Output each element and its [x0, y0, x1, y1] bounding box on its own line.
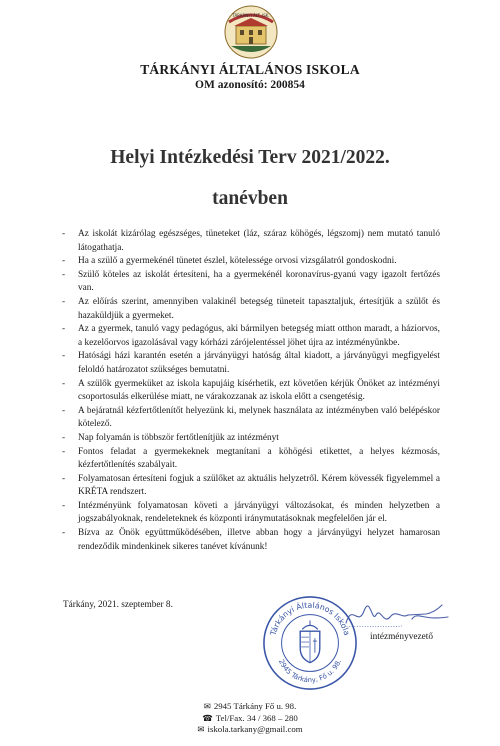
footer-email-row [0, 724, 500, 736]
list-item: - A bejáratnál kézfertőtlenítőt helyezünk ki, melynek használata az intézményben való belépéskor kötelező. [62, 405, 440, 430]
phone-icon: ☎ [202, 712, 213, 723]
footer-address: 2945 Tárkány Fő u. 98. [213, 701, 297, 711]
list-item: - Az iskolát kizárólag egészséges, tüneteket (láz, száraz köhögés, légszomj) nem mutató tanuló látogathatja. [62, 229, 440, 253]
footer-phone: Tel/Fax. 34 / 368 – 280 [215, 712, 298, 723]
bullet-dash: - [62, 405, 66, 416]
footer [0, 701, 500, 736]
bullet-dash: - [62, 528, 66, 539]
bullet-dash: - [62, 473, 66, 484]
list-item: - Az a gyermek, tanuló vagy pedagógus, aki bármilyen betegség miatt otthon maradt, a háziorvos, a kezelőorvos igazolásával vagy kórházi zárójelentéssel jöhet újra az intézményünkbe. [62, 324, 440, 348]
bullet-dash: - [62, 324, 66, 335]
school-name: TÁRKÁNYI ÁLTALÁNOS ISKOLA [140, 62, 360, 77]
document-title: Helyi Intézkedési Terv 2021/2022. [110, 147, 390, 168]
email-icon: ✉ [197, 724, 205, 734]
list-item: - Intézményünk folyamatosan követi a járványügyi változásokat, és minden helyzetben a jogszabályoknak, rendeleteknek és központi iránymutatásoknak megfelelően jár el. [62, 500, 440, 525]
logo-text: TÁRKÁNYI ÁLT. ISK. [232, 13, 270, 18]
footer-address-row [0, 701, 500, 713]
bullet-dash: - [62, 229, 66, 239]
coat-of-arms-icon [300, 620, 320, 662]
list-item: - Fontos feladat a gyermekeknek megtanítani a köhögési etikettet, a helyes kézmosás, kézfertőtlenítés szabályait. [62, 446, 440, 471]
bullet-dash: - [62, 378, 66, 389]
bullet-dash: - [62, 256, 66, 267]
measures-list [62, 228, 440, 554]
bullet-dash: - [62, 500, 66, 511]
list-item: - Hatósági házi karantén esetén a járványügyi hatóság által kiadott, a járványügyi megfigyelést feloldó határozatot szükséges bemutatni. [62, 351, 440, 375]
list-item: - Nap folyamán is többször fertőtlenítjük az intézményt [62, 432, 440, 446]
bullet-dash: - [62, 432, 66, 443]
bullet-dash: - [62, 351, 66, 362]
bullet-dash: - [62, 269, 66, 280]
bullet-dash: - [62, 446, 66, 457]
list-item: - Ha a szülő a gyermekénél tünetet észlel, kötelessége orvosi vizsgálatról gondoskodni. [62, 255, 440, 269]
place-date: Tárkány, 2021. szeptember 8. [63, 600, 173, 610]
list-item: - Folyamatosan értesíteni fogjuk a szülőket az aktuális helyzetről. Kérem kövessék figyelemmel a KRÉTA rendszert. [62, 473, 440, 498]
list-item: - Az előírás szerint, amennyiben valakinél betegség tüneteit tapasztaljuk, értesítjük a szülőt és hazaküldjük a gyermeket. [62, 296, 440, 321]
signature-role: intézményvezető [370, 632, 433, 642]
stamp-bottom-text: 2945 Tárkány, Fő u. 98. [276, 658, 344, 685]
document-subtitle: tanévben [212, 188, 288, 209]
school-logo [223, 4, 279, 60]
mail-icon: ✉ [203, 701, 211, 711]
list-item: - Szülő köteles az iskolát értesíteni, ha a gyermekénél koronavírus-gyanú vagy igazolt fertőzés van. [62, 269, 440, 294]
om-id: OM azonosító: 200854 [195, 79, 305, 91]
list-item: - A szülők gyermeküket az iskola kapujáig kísérhetik, ezt követően kérjük Önöket az intézményi csoportosulás elkerülése miatt, ne várakozzanak az iskola előtt a csengetésig. [62, 378, 440, 403]
signature [342, 597, 452, 633]
list-item: - Bízva az Önök együttműködésében, illetve abban hogy a járványügyi helyzet hamarosan rendeződik mindenkinek sikeres tanévet kívánunk! [62, 528, 440, 552]
footer-email[interactable]: iskola.tarkany@gmail.com [207, 724, 303, 734]
footer-phone-row [0, 713, 500, 725]
stamp-top-text: Tárkányi Általános Iskola [268, 600, 352, 637]
bullet-dash: - [62, 296, 66, 307]
